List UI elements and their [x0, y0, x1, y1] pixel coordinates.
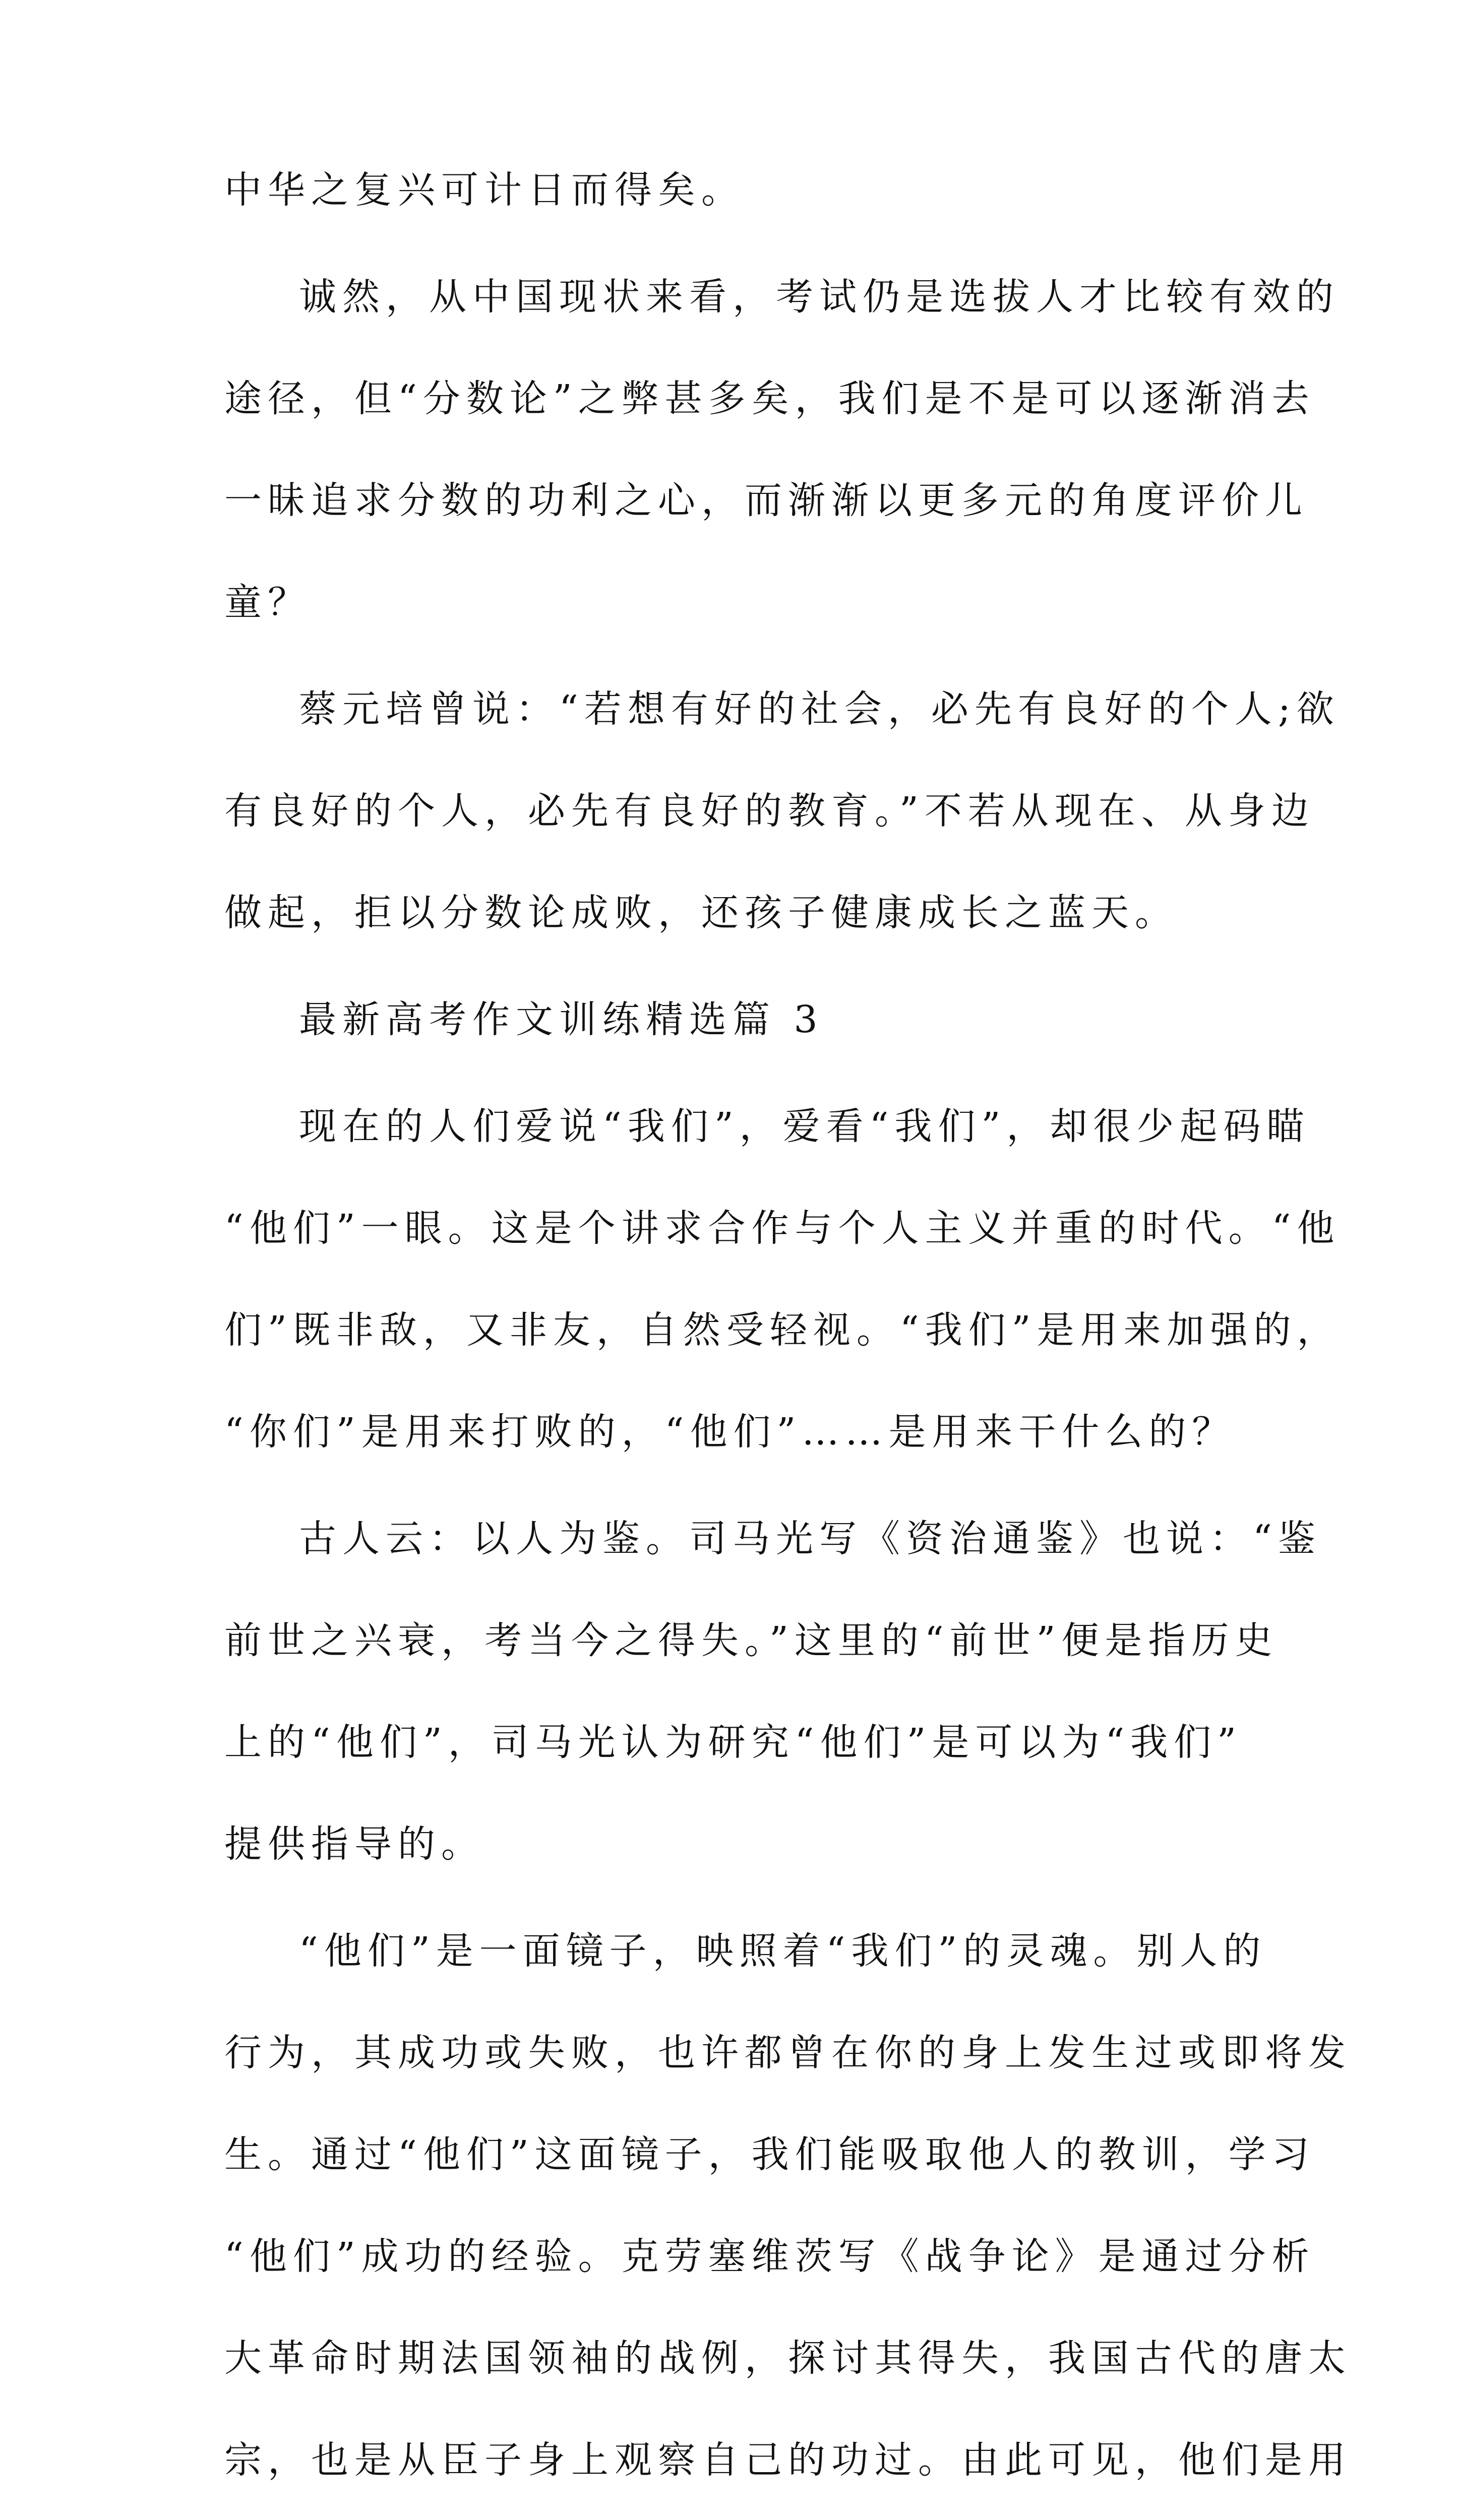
- text-line: 有良好的个人，必先有良好的教育。”不若从现在、从身边: [224, 789, 1315, 833]
- text-line: 中华之复兴可计日而得矣。: [224, 168, 745, 212]
- text-line: 生。通过“他们”这面镜子，我们能吸取他人的教训，学习: [224, 2133, 1315, 2176]
- text-line: 现在的人们爱说“我们”，爱看“我们”，却很少起码瞄: [299, 1105, 1310, 1148]
- text-line: “他们”是一面镜子，映照着“我们”的灵魂。别人的: [299, 1929, 1267, 1973]
- text-line: “他们”一眼。这是个讲求合作与个人主义并重的时代。“他: [224, 1207, 1341, 1250]
- text-line: 前世之兴衰，考当今之得失。”这里的“前世”便是指历史: [224, 1619, 1279, 1662]
- text-line: 们”既非敌，又非友，自然受轻视。“我们”是用来加强的，: [224, 1308, 1341, 1352]
- document-body: [224, 168, 1352, 2520]
- text-line: 行为，其成功或失败，也许都曾在你的身上发生过或即将发: [224, 2031, 1352, 2074]
- text-line: 宗，也是从臣子身上观察自己的功过。由此可见，他们是用: [224, 2438, 1352, 2482]
- text-line: 提供指导的。: [224, 1822, 484, 1866]
- text-line: “他们”成功的经验。克劳塞维茨写《战争论》是通过分析: [224, 2235, 1315, 2278]
- text-line: 上的“他们”，司马光认为研究“他们”是可以为“我们”: [224, 1721, 1242, 1764]
- text-line: 大革命时期法国领袖的战例，探讨其得失，我国古代的唐太: [224, 2337, 1352, 2380]
- text-line: 诚然，从中国现状来看，考试仍是选拔人才比较有效的: [299, 275, 1340, 319]
- text-line: 古人云：以人为鉴。司马光写《资治通鉴》也说：“鉴: [299, 1517, 1321, 1560]
- text-line: 途径，但“分数论”之弊甚多矣，我们是不是可以逐渐消去: [224, 377, 1315, 420]
- text-line: 童？: [224, 581, 311, 624]
- text-line: 做起，拒以分数论成败，还孩子健康成长之蓝天。: [224, 891, 1178, 934]
- text-line: 一昧追求分数的功利之心，而渐渐以更多元的角度评价儿: [224, 479, 1308, 522]
- section-heading: 最新高考作文训练精选篇 3: [299, 998, 824, 1041]
- text-line: “你们”是用来打败的，“他们”……是用来干什么的？: [224, 1410, 1236, 1454]
- text-line: 蔡元培曾说：“若想有好的社会，必先有良好的个人;欲: [299, 687, 1340, 731]
